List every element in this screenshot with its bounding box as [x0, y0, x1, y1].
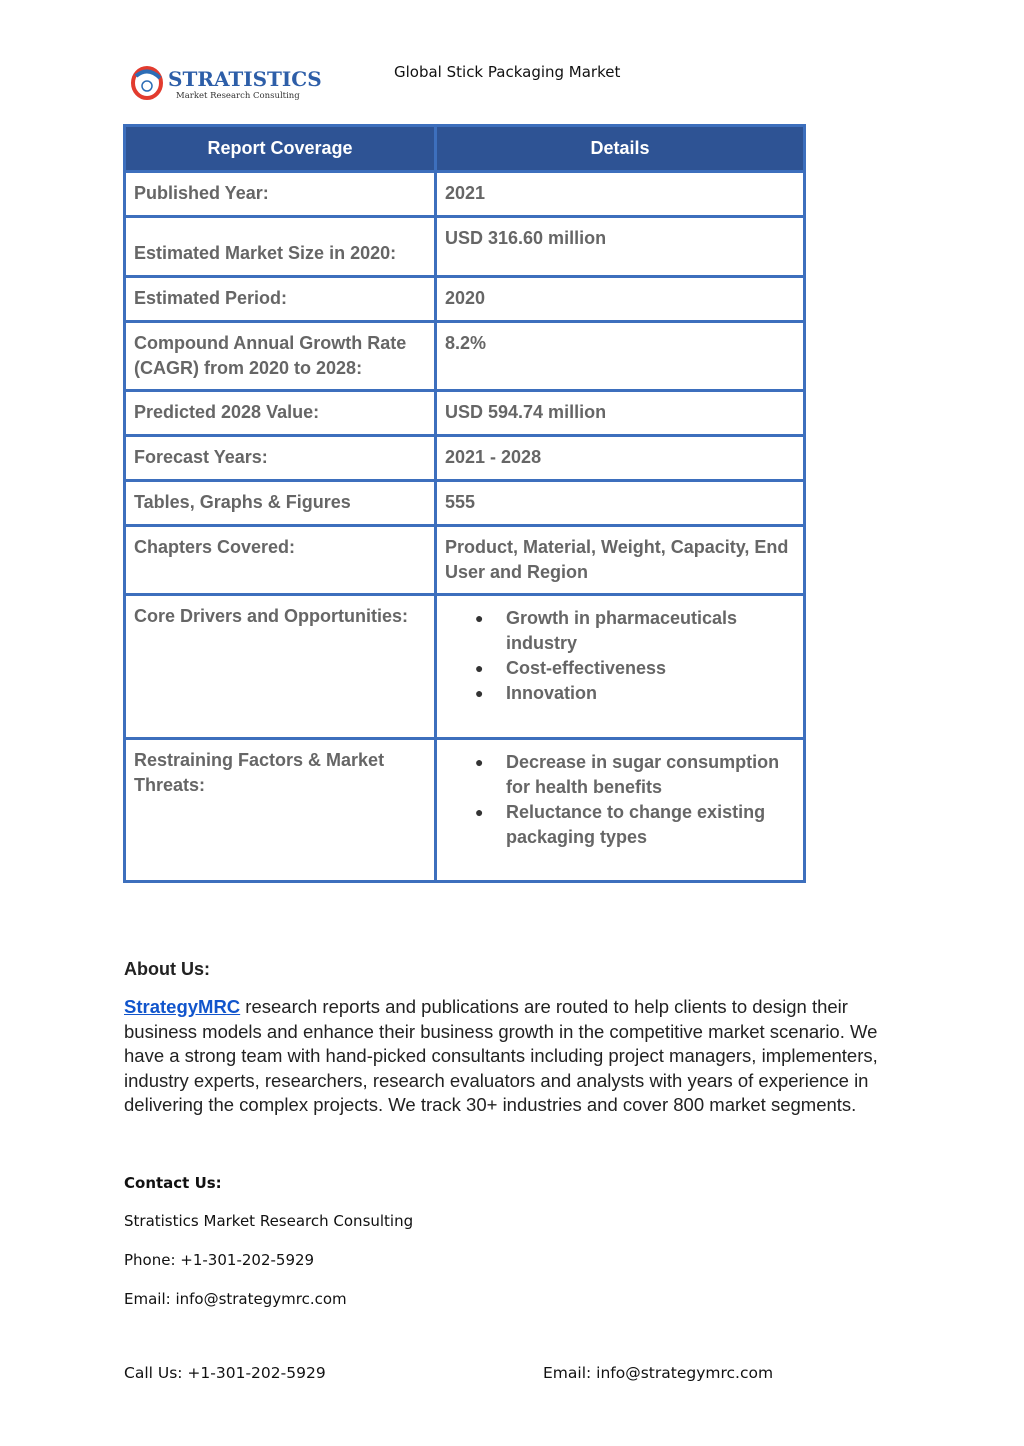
row-label — [125, 739, 436, 882]
row-label-text: Forecast Years: — [134, 447, 268, 467]
row-label-text: Estimated Period: — [134, 288, 288, 308]
table-header-row — [125, 126, 805, 172]
row-label-text: Core Drivers and Opportunities: — [134, 606, 409, 626]
row-label — [125, 277, 436, 322]
row-value — [436, 277, 805, 322]
row-value — [436, 481, 805, 526]
row-value — [436, 595, 805, 739]
about-body-text: research reports and publications are routed to help clients to design their business models and enhance their business growth in the competitive market scenario. We have a strong team with hand-picked consultants including project managers, implementers, industry experts, researchers, research evaluators and analysts with years of experience in delivering the complex projects. We track 30+ industries and cover 800 market segments. — [124, 996, 878, 1115]
restraints-list — [445, 740, 795, 850]
row-value — [436, 391, 805, 436]
row-label-text: Chapters Covered: — [134, 537, 296, 557]
row-value-text: 2021 — [445, 183, 486, 203]
document-title: Global Stick Packaging Market — [394, 63, 621, 81]
row-value-text: 555 — [445, 492, 476, 512]
row-label — [125, 481, 436, 526]
contact-email: Email: info@strategymrc.com — [124, 1290, 347, 1308]
row-value — [436, 172, 805, 217]
table-row — [125, 526, 805, 595]
row-label-text: Restraining Factors & Market Threats: — [134, 750, 385, 795]
list-item: ● Innovation — [475, 681, 795, 706]
column-header-report-coverage: Report Coverage — [125, 126, 436, 172]
row-value-text: 2020 — [445, 288, 486, 308]
table-row-drivers — [125, 595, 805, 739]
row-label-text: Estimated Market Size in 2020: — [134, 243, 397, 263]
row-label — [125, 322, 436, 391]
table-row — [125, 277, 805, 322]
row-value-text: 8.2% — [445, 333, 487, 353]
list-item: ● Growth in pharmaceuticals industry — [475, 606, 795, 656]
list-item: ● Cost-effectiveness — [475, 656, 795, 681]
row-value — [436, 217, 805, 277]
table-row — [125, 217, 805, 277]
contact-company: Stratistics Market Research Consulting — [124, 1212, 414, 1230]
row-label — [125, 526, 436, 595]
contact-heading: Contact Us: — [124, 1174, 222, 1192]
contact-phone: Phone: +1-301-202-5929 — [124, 1251, 315, 1269]
footer-call: Call Us: +1-301-202-5929 — [124, 1364, 326, 1382]
row-label — [125, 436, 436, 481]
about-heading: About Us: — [124, 959, 210, 979]
footer-email: Email: info@strategymrc.com — [543, 1364, 774, 1382]
logo-wordmark: STRATISTICS — [168, 67, 322, 91]
row-value — [436, 526, 805, 595]
row-label-text: Published Year: — [134, 183, 269, 203]
row-value-text: Product, Material, Weight, Capacity, End User and Region — [445, 537, 789, 582]
row-value-text: USD 316.60 million — [445, 228, 607, 248]
list-item: ● Reluctance to change existing packaging types — [475, 800, 795, 850]
row-label — [125, 217, 436, 277]
logo-tagline: Market Research Consulting — [176, 91, 300, 101]
list-item: ● Decrease in sugar consumption for health benefits — [475, 750, 795, 800]
table-row-restraints — [125, 739, 805, 882]
row-label — [125, 391, 436, 436]
strategymrc-link[interactable]: StrategyMRC — [124, 996, 241, 1017]
about-paragraph — [124, 995, 914, 1118]
table-row — [125, 481, 805, 526]
drivers-list — [445, 596, 795, 706]
stratistics-swirl-logo-icon — [130, 64, 322, 104]
table-row — [125, 391, 805, 436]
row-label-text: Tables, Graphs & Figures — [134, 492, 351, 512]
table-row — [125, 436, 805, 481]
table-row — [125, 322, 805, 391]
stratistics-logo — [130, 64, 322, 104]
column-header-details: Details — [436, 126, 805, 172]
row-label — [125, 172, 436, 217]
report-coverage-table — [123, 124, 806, 883]
row-value-text: USD 594.74 million — [445, 402, 607, 422]
row-value — [436, 739, 805, 882]
row-value — [436, 322, 805, 391]
row-value-text: 2021 - 2028 — [445, 447, 542, 467]
table-row — [125, 172, 805, 217]
row-label-text: Compound Annual Growth Rate (CAGR) from 2020 to 2028: — [134, 333, 407, 378]
row-value — [436, 436, 805, 481]
row-label — [125, 595, 436, 739]
row-label-text: Predicted 2028 Value: — [134, 402, 320, 422]
